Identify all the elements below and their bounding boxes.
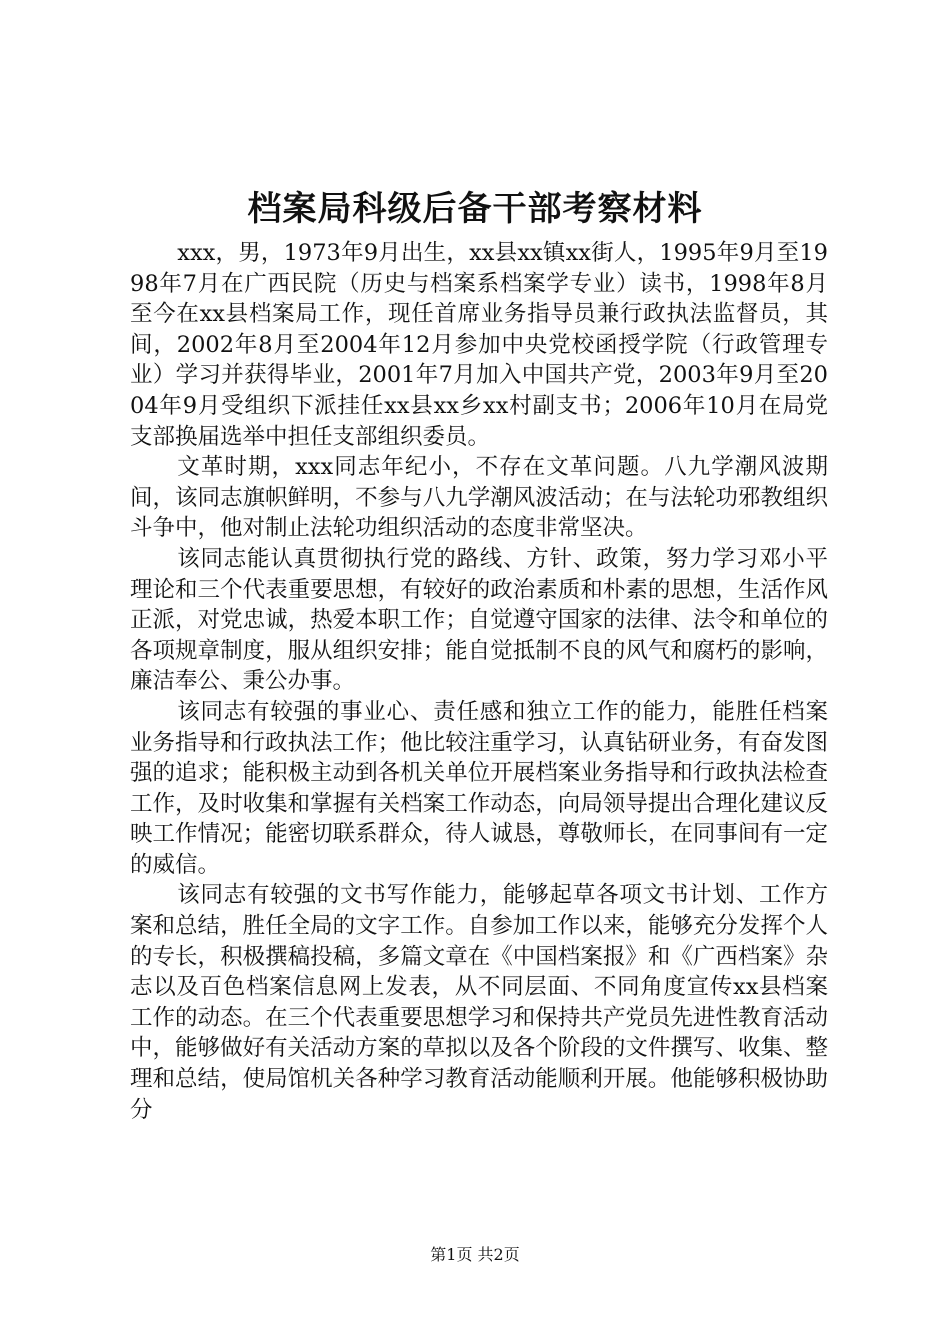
paragraph-writing-ability: 该同志有较强的文书写作能力，能够起草各项文书计划、工作方案和总结，胜任全局的文字工作。自参加工作以来，能够充分发挥个人的专长，积极撰稿投稿，多篇文章在《中国档案报》和《广西档案》杂志以及百色档案信息网上发表，从不同层面、不同角度宣传xx县档案工作的动态。在三个代表重要思想学习和保持共产党员先进性教育活动中，能够做好有关活动方案的草拟以及各个阶段的文件撰写、收集、整理和总结，使局馆机关各种学习教育活动能顺利开展。他能够积极协助分: [130, 882, 828, 1123]
paragraph-work-ability: 该同志有较强的事业心、责任感和独立工作的能力，能胜任档案业务指导和行政执法工作；他比较注重学习，认真钻研业务，有奋发图强的追求；能积极主动到各机关单位开展档案业务指导和行政执法检查工作，及时收集和掌握有关档案工作动态，向局领导提出合理化建议反映工作情况；能密切联系群众，待人诚恳，尊敬师长，在同事间有一定的威信。: [130, 698, 828, 878]
paragraph-political-quality: 该同志能认真贯彻执行党的路线、方针、政策，努力学习邓小平理论和三个代表重要思想，有较好的政治素质和朴素的思想，生活作风正派，对党忠诚，热爱本职工作；自觉遵守国家的法律、法令和单位的各项规章制度，服从组织安排；能自觉抵制不良的风气和腐朽的影响，廉洁奉公、秉公办事。: [130, 545, 828, 695]
document-body: [130, 238, 828, 1125]
document-title: 档案局科级后备干部考察材料: [247, 189, 703, 229]
paragraph-biography: xxx，男，1973年9月出生，xx县xx镇xx街人，1995年9月至1998年7月在广西民院（历史与档案系档案学专业）读书，1998年8月至今在xx县档案局工作，现任首席业务指导员兼行政执法监督员，其间，2002年8月至2004年12月参加中央党校函授学院（行政管理专业）学习并获得毕业，2001年7月加入中国共产党，2003年9月至2004年9月受组织下派挂任xx县xx乡xx村副支书；2006年10月在局党支部换届选举中担任支部组织委员。: [130, 240, 828, 450]
page-number-footer: 第1页 共2页: [430, 1245, 520, 1264]
paragraph-political-history: 文革时期，xxx同志年纪小，不存在文革问题。八九学潮风波期间，该同志旗帜鲜明，不参与八九学潮风波活动；在与法轮功邪教组织斗争中，他对制止法轮功组织活动的态度非常坚决。: [130, 454, 828, 542]
